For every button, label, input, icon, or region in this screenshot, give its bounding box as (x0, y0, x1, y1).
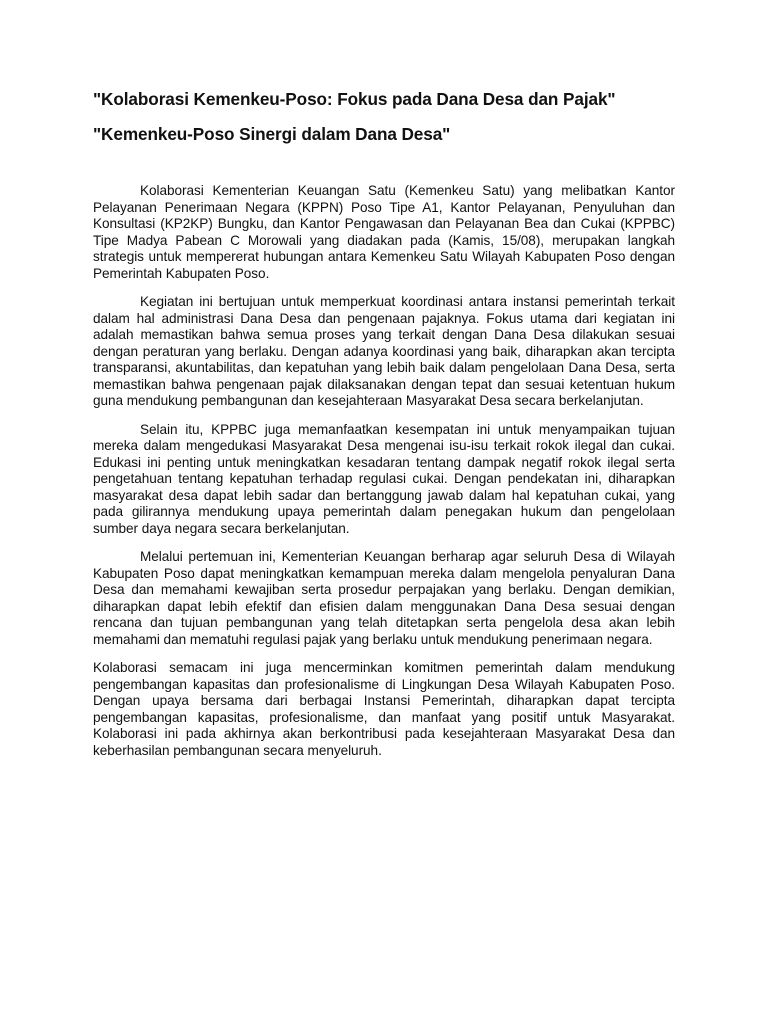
paragraph-3: Selain itu, KPPBC juga memanfaatkan kesempatan ini untuk menyampaikan tujuan mereka dalam mengedukasi Masyarakat Desa mengenai isu-isu terkait rokok ilegal dan cukai. Edukasi ini penting untuk meningkatkan kesadaran tentang dampak negatif rokok ilegal serta pengetahuan tentang kepatuhan terhadap regulasi cukai. Dengan pendekatan ini, diharapkan masyarakat desa dapat lebih sadar dan bertanggung jawab dalam hal kepatuhan cukai, yang pada gilirannya mendukung upaya pemerintah dalam penegakan hukum dan pengelolaan sumber daya negara secara berkelanjutan. (93, 421, 675, 536)
paragraph-5: Kolaborasi semacam ini juga mencerminkan komitmen pemerintah dalam mendukung pengembangan kapasitas dan profesionalisme di Lingkungan Desa Wilayah Kabupaten Poso. Dengan upaya bersama dari berbagai Instansi Pemerintah, diharapkan dapat tercipta pengembangan kapasitas, profesionalisme, dan manfaat yang positif untuk Masyarakat. Kolaborasi ini pada akhirnya akan berkontribusi pada kesejahteraan Masyarakat Desa dan keberhasilan pembangunan secara menyeluruh. (93, 660, 675, 758)
paragraph-2: Kegiatan ini bertujuan untuk memperkuat koordinasi antara instansi pemerintah terkait dalam hal administrasi Dana Desa dan pengenaan pajaknya. Fokus utama dari kegiatan ini adalah memastikan bahwa semua proses yang terkait dengan Dana Desa dilakukan sesuai dengan peraturan yang berlaku. Dengan adanya koordinasi yang baik, diharapkan akan tercipta transparansi, akuntabilitas, dan kepatuhan yang lebih baik dalam pengelolaan Dana Desa, serta memastikan bahwa pengenaan pajak dilaksanakan dengan tepat dan sesuai ketentuan hukum guna mendukung pembangunan dan kesejahteraan Masyarakat Desa secara berkelanjutan. (93, 294, 675, 408)
document-subtitle: "Kemenkeu-Poso Sinergi dalam Dana Desa" (93, 124, 451, 144)
document-title: "Kolaborasi Kemenkeu-Poso: Fokus pada Dana Desa dan Pajak" (93, 89, 616, 109)
paragraph-4: Melalui pertemuan ini, Kementerian Keuangan berharap agar seluruh Desa di Wilayah Kabupaten Poso dapat meningkatkan kemampuan mereka dalam mengelola penyaluran Dana Desa dan memahami kewajiban serta prosedur perpajakan yang berlaku. Dengan demikian, diharapkan dapat lebih efektif dan efisien dalam menggunakan Dana Desa sesuai dengan rencana dan tujuan pembangunan yang telah ditetapkan serta pengelola desa akan lebih memahami dan mematuhi regulasi pajak yang berlaku untuk mendukung penerimaan negara. (93, 549, 675, 647)
document-page (93, 86, 675, 771)
paragraph-1: Kolaborasi Kementerian Keuangan Satu (Kemenkeu Satu) yang melibatkan Kantor Pelayanan Penerimaan Negara (KPPN) Poso Tipe A1, Kantor Pelayanan, Penyuluhan dan Konsultasi (KP2KP) Bungku, dan Kantor Pengawasan dan Pelayanan Bea dan Cukai (KPPBC) Tipe Madya Pabean C Morowali yang diadakan pada (Kamis, 15/08), merupakan langkah strategis untuk mempererat hubungan antara Kemenkeu Satu Wilayah Kabupaten Poso dengan Pemerintah Kabupaten Poso. (93, 183, 675, 281)
